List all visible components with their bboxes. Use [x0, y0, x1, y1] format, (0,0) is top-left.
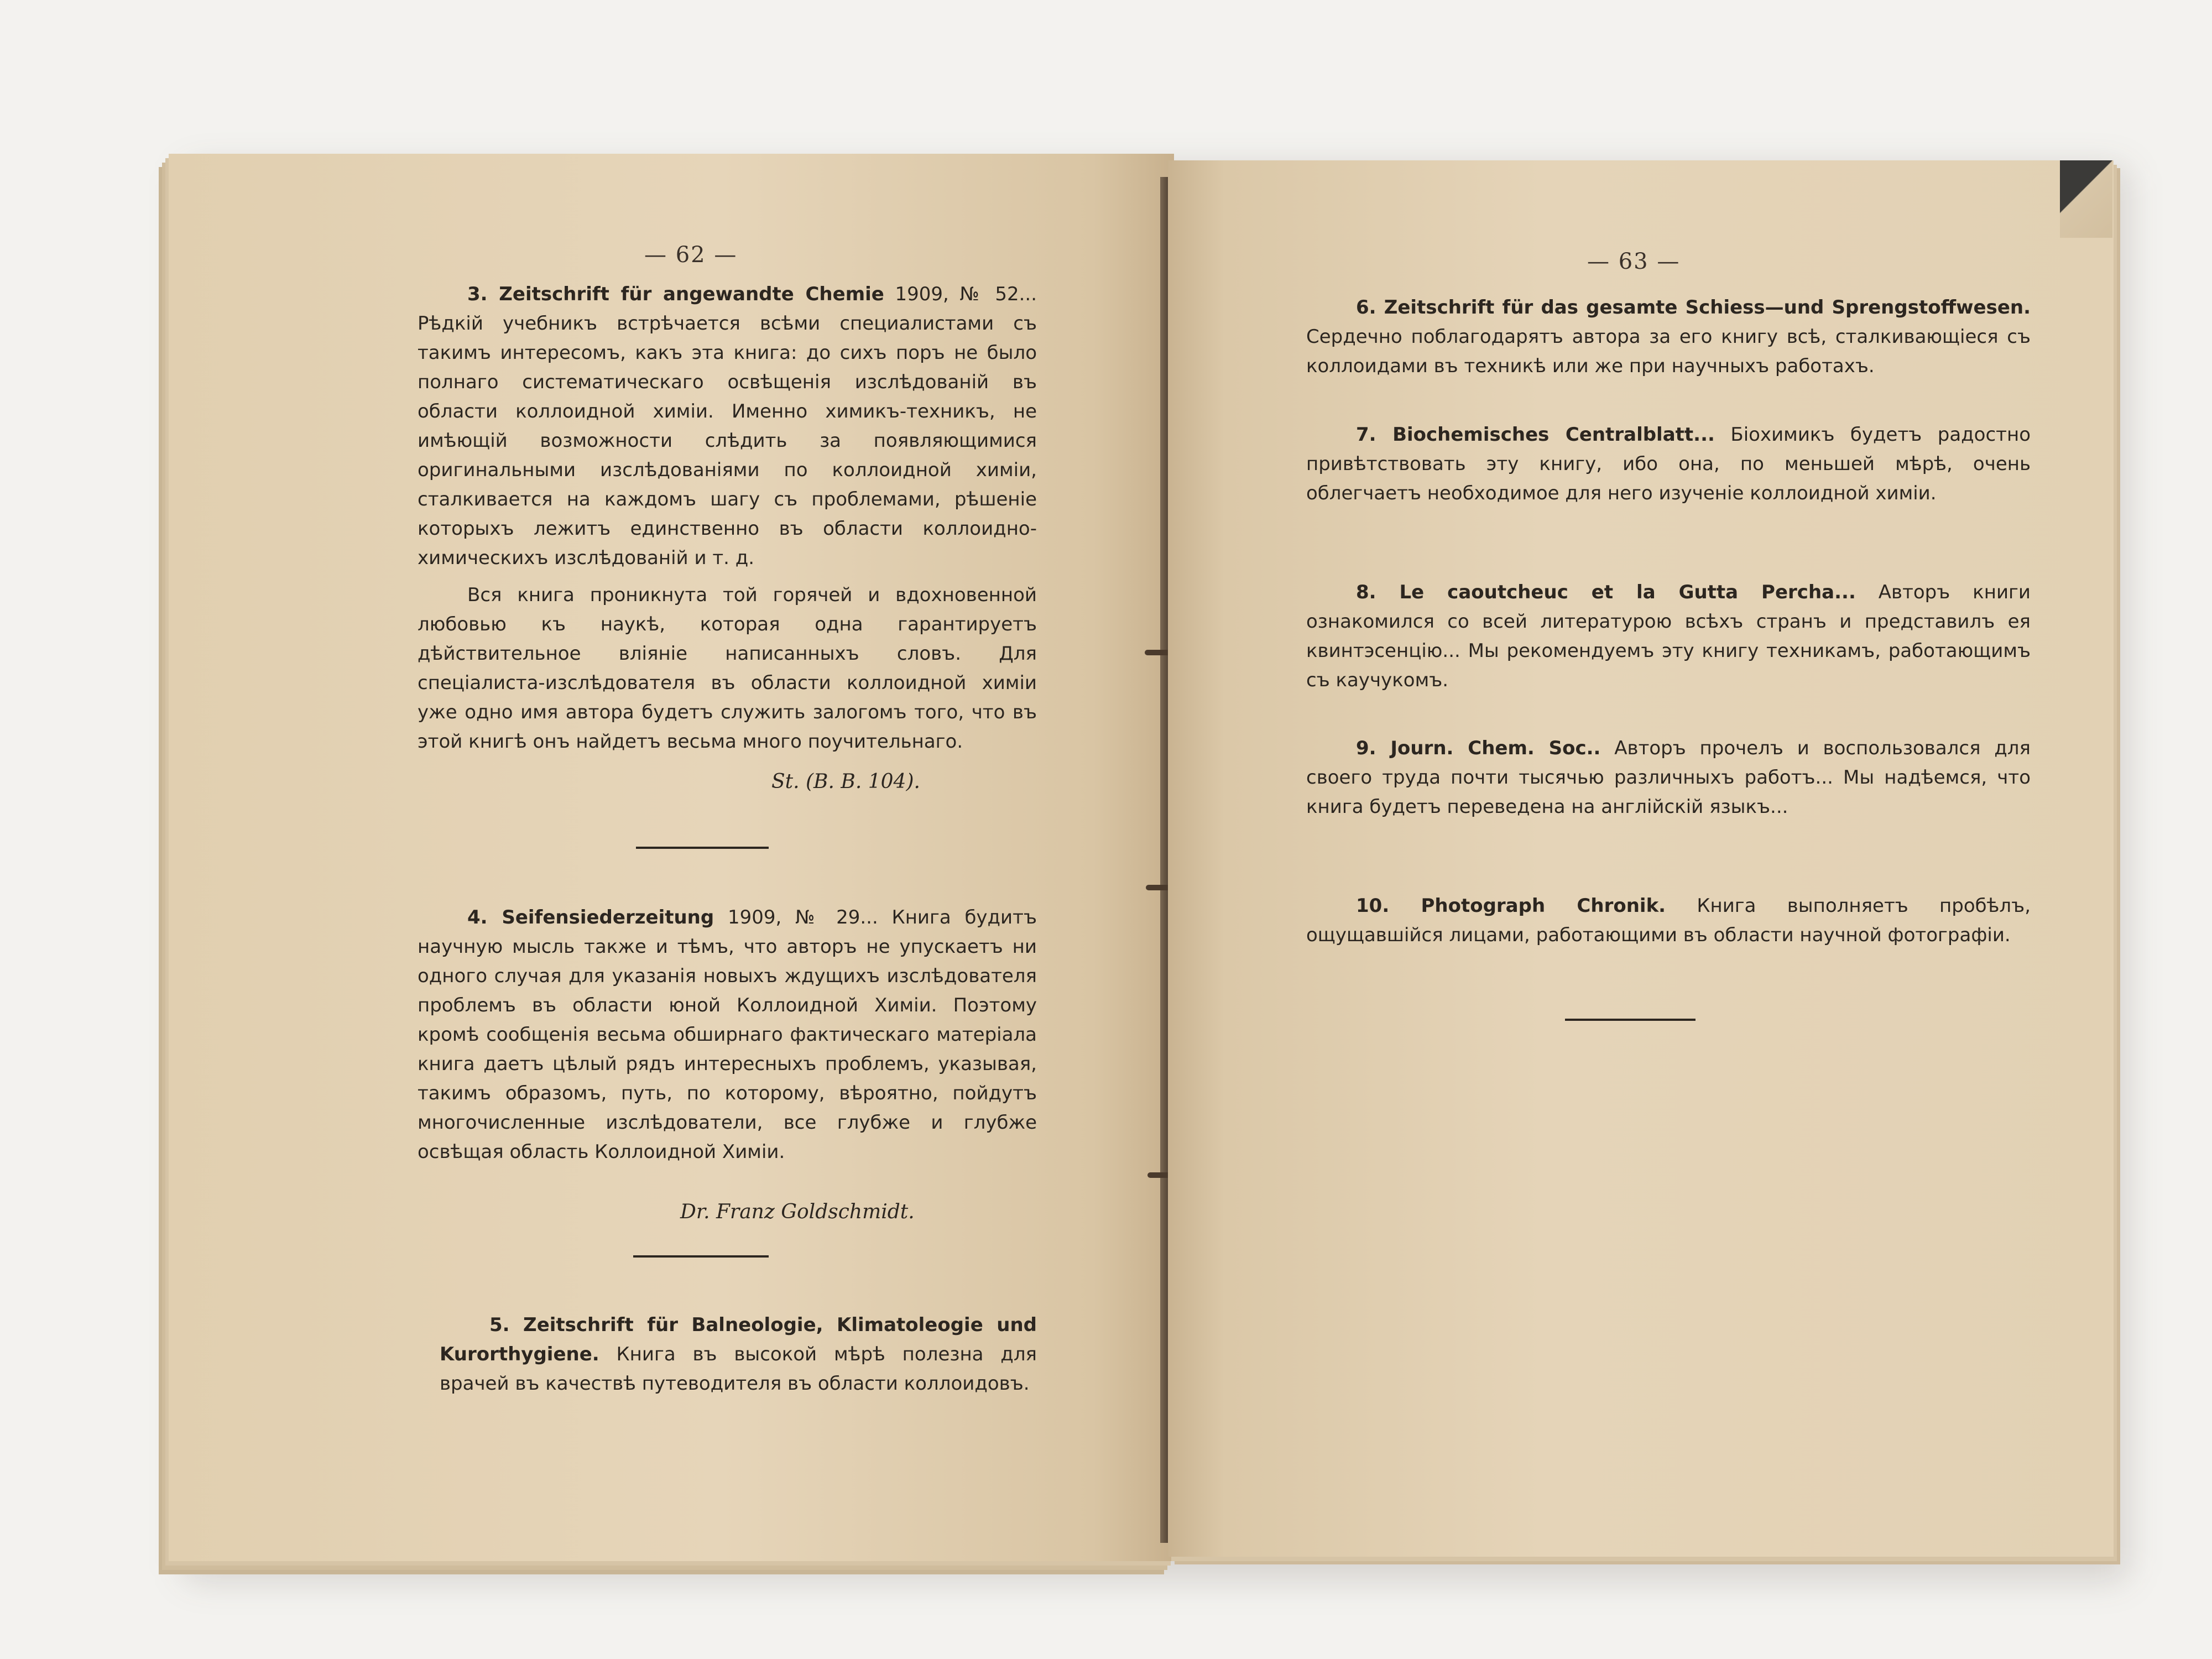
- review-entry-3: [418, 280, 1037, 757]
- review-entry-6-title: 6. Zeitschrift für das gesamte Schiess—und Sprengstoffwesen.: [1356, 296, 2031, 319]
- review-entry-7-paragraph: [1306, 420, 2031, 508]
- page-corner-fold: [2060, 160, 2112, 238]
- review-entry-4-text: 1909, № 29... Книга будитъ научную мысль также и тѣмъ, что авторъ не упускаетъ ни одного случая для указанія новыхъ ждущихъ изслѣдователя проблемъ въ области юной Коллоидной Химіи. Поэтому кромѣ сообщенія весьма обширнаго фактическаго матеріала книга даетъ цѣлый рядъ интересныхъ проблемъ, указывая, такимъ образомъ, путь, по которому, вѣроятно, пойдутъ многочисленные изслѣдователи, все глубже и глубже освѣщая область Коллоидной Химіи.: [418, 906, 1037, 1163]
- review-entry-7-text: Біохимикъ будетъ радостно привѣтствовать эту книгу, ибо она, по меньшей мѣрѣ, очень облегчаетъ необходимое для него изученіе коллоидной химіи.: [1306, 424, 2031, 504]
- review-entry-3-signature: St. (B. B. 104).: [771, 770, 920, 793]
- review-entry-8-title: 8. Le caoutcheuc et la Gutta Percha...: [1356, 581, 1856, 603]
- page-number-63: — 63 —: [1587, 249, 1681, 274]
- review-entry-8-text: Авторъ книги ознакомился со всей литературою всѣхъ странъ и представилъ ея квинтэсенцію... Мы рекомендуемъ эту книгу техникамъ, работающимъ съ каучукомъ.: [1306, 581, 2031, 691]
- review-entry-3-text: 1909, № 52... Рѣдкій учебникъ встрѣчается всѣми специалистами съ такимъ интересомъ, какъ эта книга: до сихъ поръ не было полнаго систематическаго освѣщенія изслѣдованій въ области коллоидной химіи. Именно химикъ-техникъ, не имѣющій возможности слѣдить за появляющимися оригинальными изслѣдованіями по коллоидной химіи, сталкивается на каждомъ шагу съ проблемами, рѣшеніе которыхъ лежитъ единственно въ области коллоидно-химическихъ изслѣдованій и т. д.: [418, 283, 1037, 569]
- divider-rule: [1565, 1019, 1695, 1021]
- review-entry-4-paragraph: [418, 903, 1037, 1167]
- review-entry-3-paragraph-2: [418, 581, 1037, 757]
- review-entry-9-paragraph: [1306, 734, 2031, 822]
- divider-rule: [633, 1255, 769, 1258]
- review-entry-9-title: 9. Journ. Chem. Soc..: [1356, 737, 1601, 759]
- review-entry-3-text2: Вся книга проникнута той горячей и вдохновенной любовью къ наукѣ, которая одна гарантируетъ дѣйствительное вліяніе написанныхъ словъ. Для спеціалиста-изслѣдователя въ области коллоидной химіи уже одно имя автора будетъ служить залогомъ того, что въ этой книгѣ онъ найдетъ весьма много поучительнаго.: [418, 584, 1037, 753]
- review-entry-10-paragraph: [1306, 891, 2031, 950]
- review-entry-6-paragraph: [1306, 293, 2031, 381]
- review-entry-9: [1306, 734, 2031, 822]
- right-page: [1168, 160, 2114, 1557]
- review-entry-4-signature: Dr. Franz Goldschmidt.: [680, 1201, 915, 1223]
- review-entry-4-title: 4. Seifensiederzeitung: [467, 906, 714, 928]
- left-page: [169, 154, 1174, 1561]
- review-entry-9-text: Авторъ прочелъ и воспользовался для своего труда почти тысячью различныхъ работъ... Мы надѣемся, что книга будетъ переведена на англійскій языкъ...: [1306, 737, 2031, 818]
- review-entry-10: [1306, 891, 2031, 950]
- review-entry-5-title: 5. Zeitschrift für Balneologie, Klimatoleogie und Kurorthygiene.: [440, 1314, 1037, 1365]
- review-entry-6-text: Сердечно поблагодарятъ автора за его книгу всѣ, сталкивающіеся съ коллоидами въ техникѣ или же при научныхъ работахъ.: [1306, 326, 2031, 377]
- review-entry-7: [1306, 420, 2031, 508]
- review-entry-5-paragraph: [440, 1311, 1037, 1399]
- divider-rule: [636, 847, 769, 849]
- review-entry-3-paragraph-1: [418, 280, 1037, 573]
- review-entry-10-title: 10. Photograph Chronik.: [1356, 895, 1666, 917]
- review-entry-8-paragraph: [1306, 578, 2031, 695]
- review-entry-5: [440, 1311, 1037, 1399]
- page-number-62: — 62 —: [644, 242, 738, 268]
- review-entry-8: [1306, 578, 2031, 695]
- review-entry-6: [1306, 293, 2031, 381]
- review-entry-3-title: 3. Zeitschrift für angewandte Chemie: [467, 283, 884, 305]
- review-entry-10-text: Книга выполняетъ пробѣлъ, ощущавшійся лицами, работающими въ области научной фотографіи.: [1306, 895, 2031, 946]
- review-entry-4: [418, 903, 1037, 1167]
- review-entry-7-title: 7. Biochemisches Centralblatt...: [1356, 424, 1715, 446]
- review-entry-5-text: Книга въ высокой мѣрѣ полезна для врачей въ качествѣ путеводителя въ области коллоидовъ.: [440, 1343, 1037, 1395]
